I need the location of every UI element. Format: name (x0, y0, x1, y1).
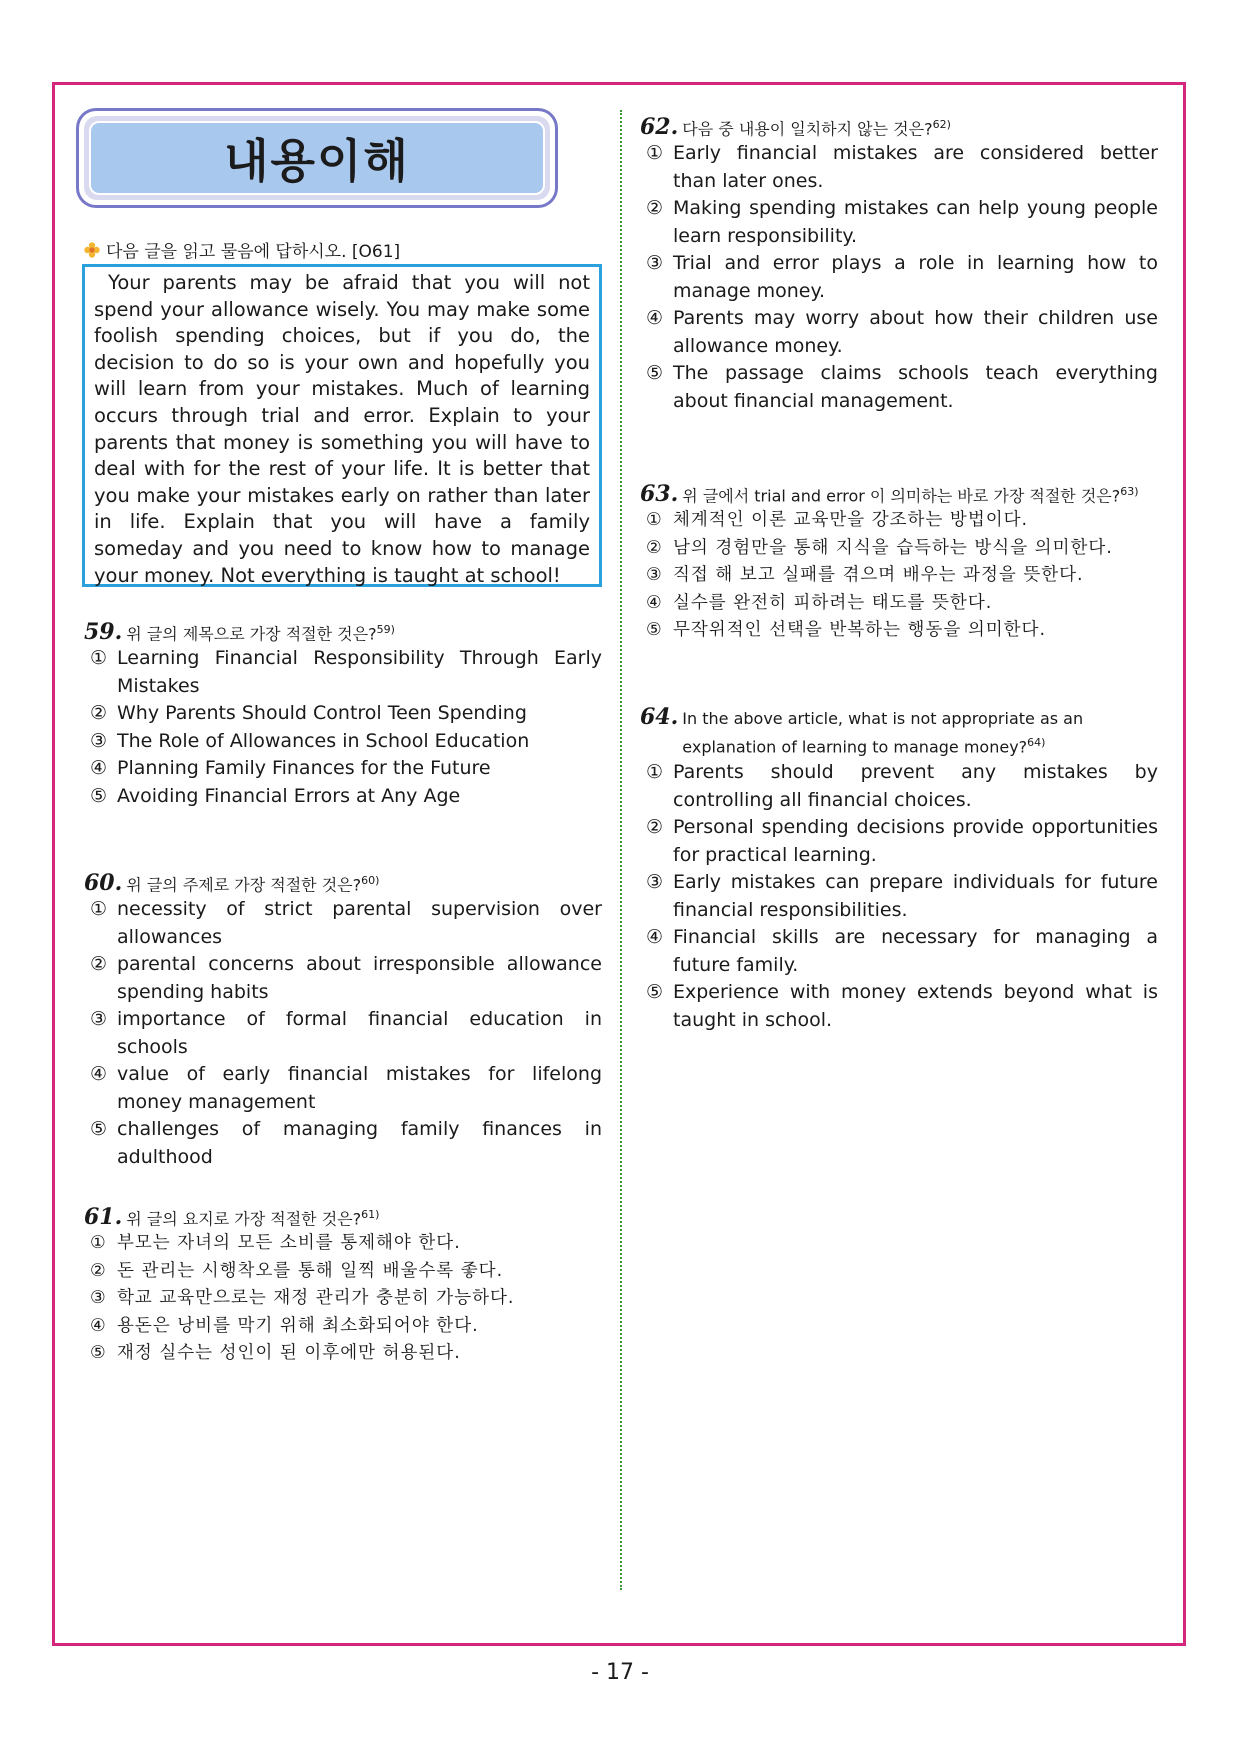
section-title-banner (76, 108, 558, 208)
option-2[interactable]: ② Why Parents Should Control Teen Spending (90, 702, 527, 725)
question-prompt: 다음 중 내용이 일치하지 않는 것은?$^{62)}$ (682, 118, 951, 139)
option-1[interactable]: ① 체계적인 이론 교육만을 강조하는 방법이다. (646, 510, 1029, 531)
question-number: 61. (84, 1204, 123, 1231)
option-2[interactable]: ② 돈 관리는 시행착오를 통해 일찍 배울수록 좋다. (90, 1260, 504, 1281)
question-prompt: 위 글의 제목으로 가장 적절한 것은?$^{59)}$ (126, 623, 395, 644)
option-list (84, 896, 602, 1171)
option-4[interactable]: ④ 용돈은 낭비를 막기 위해 최소화되어야 한다. (90, 1315, 479, 1336)
passage-text: Your parents may be afraid that you will not spend your allowance wisely. You may make some foolish spending choices, but if you do, the decision to do so is your own and hopefully you will learn from your mistakes. Much of learning occurs through trial and error. Explain to your parents that money is something you will have to deal with for the rest of your life. It is better that you make your mistakes early on rather than later in life. Explain that you will have a family someday and you need to know how to manage your money. Not everything is taught at school! (94, 271, 590, 587)
option-2[interactable]: ② parental concerns about irresponsible allowance spending habits (90, 953, 602, 1003)
question-prompt: 위 글에서 trial and error 이 의미하는 바로 가장 적절한 것은?$^{63)}$ (682, 485, 1139, 506)
option-2[interactable]: ② Making spending mistakes can help young people learn responsibility. (646, 197, 1158, 247)
option-3[interactable]: ③ Trial and error plays a role in learning how to manage money. (646, 252, 1158, 302)
question-number: 63. (640, 481, 679, 508)
option-4[interactable]: ④ Planning Family Finances for the Future (90, 757, 491, 780)
option-5[interactable]: ⑤ 무작위적인 선택을 반복하는 행동을 의미한다. (646, 620, 1047, 641)
option-4[interactable]: ④ Parents may worry about how their children use allowance money. (646, 307, 1158, 357)
section-title: 내용이해 (224, 134, 410, 188)
option-5[interactable]: ⑤ The passage claims schools teach everything about financial management. (646, 362, 1158, 412)
page-number: - 17 - (591, 1660, 649, 1685)
question-prompt: 위 글의 요지로 가장 적절한 것은?$^{61)}$ (126, 1208, 380, 1229)
question-number: 60. (84, 870, 123, 897)
option-2[interactable]: ② Personal spending decisions provide opportunities for practical learning. (646, 816, 1158, 866)
question-61 (84, 1204, 602, 1368)
flower-icon (84, 242, 100, 258)
question-63 (640, 481, 1158, 645)
option-list (84, 1230, 602, 1368)
instruction-line (84, 237, 400, 262)
option-3[interactable]: ③ Early mistakes can prepare individuals for future financial responsibilities. (646, 871, 1158, 921)
question-prompt: In the above article, what is not appropriate as an explanation of learning to manage money?$^{64)}$ (682, 709, 1084, 757)
option-4[interactable]: ④ Financial skills are necessary for managing a future family. (646, 926, 1158, 976)
option-1[interactable]: ① necessity of strict parental supervision over allowances (90, 898, 602, 948)
option-list (640, 759, 1158, 1034)
option-1[interactable]: ① 부모는 자녀의 모든 소비를 통제해야 한다. (90, 1233, 461, 1254)
question-number: 64. (640, 704, 679, 730)
option-5[interactable]: ⑤ Experience with money extends beyond what is taught in school. (646, 981, 1158, 1031)
option-4[interactable]: ④ 실수를 완전히 피하려는 태도를 뜻한다. (646, 592, 993, 613)
option-list (640, 507, 1158, 645)
question-64 (640, 706, 1158, 1034)
option-1[interactable]: ① Early financial mistakes are considered better than later ones. (646, 142, 1158, 192)
reading-passage (82, 264, 602, 587)
option-list (640, 140, 1158, 415)
option-3[interactable]: ③ 학교 교육만으로는 재정 관리가 충분히 가능하다. (90, 1288, 515, 1309)
question-prompt: 위 글의 주제로 가장 적절한 것은?$^{60)}$ (126, 874, 380, 895)
question-number: 62. (640, 114, 679, 141)
column-divider (620, 110, 622, 1590)
option-1[interactable]: ① Parents should prevent any mistakes by controlling all financial choices. (646, 761, 1158, 811)
option-5[interactable]: ⑤ Avoiding Financial Errors at Any Age (90, 784, 461, 807)
option-2[interactable]: ② 남의 경험만을 통해 지식을 습득하는 방식을 의미한다. (646, 537, 1113, 558)
option-3[interactable]: ③ 직접 해 보고 실패를 겪으며 배우는 과정을 뜻한다. (646, 565, 1084, 586)
instruction-text: 다음 글을 읽고 물음에 답하시오. [O61] (106, 242, 401, 262)
question-number: 59. (84, 619, 123, 646)
option-5[interactable]: ⑤ challenges of managing family finances in adulthood (90, 1118, 602, 1168)
option-list (84, 645, 602, 810)
question-59 (84, 619, 602, 810)
question-62 (640, 114, 1158, 415)
option-5[interactable]: ⑤ 재정 실수는 성인이 된 이후에만 허용된다. (90, 1343, 461, 1364)
option-3[interactable]: ③ The Role of Allowances in School Education (90, 729, 530, 752)
option-4[interactable]: ④ value of early financial mistakes for lifelong money management (90, 1063, 602, 1113)
option-3[interactable]: ③ importance of formal financial education in schools (90, 1008, 602, 1058)
question-60 (84, 870, 602, 1171)
option-1[interactable]: ① Learning Financial Responsibility Through Early Mistakes (90, 647, 602, 697)
